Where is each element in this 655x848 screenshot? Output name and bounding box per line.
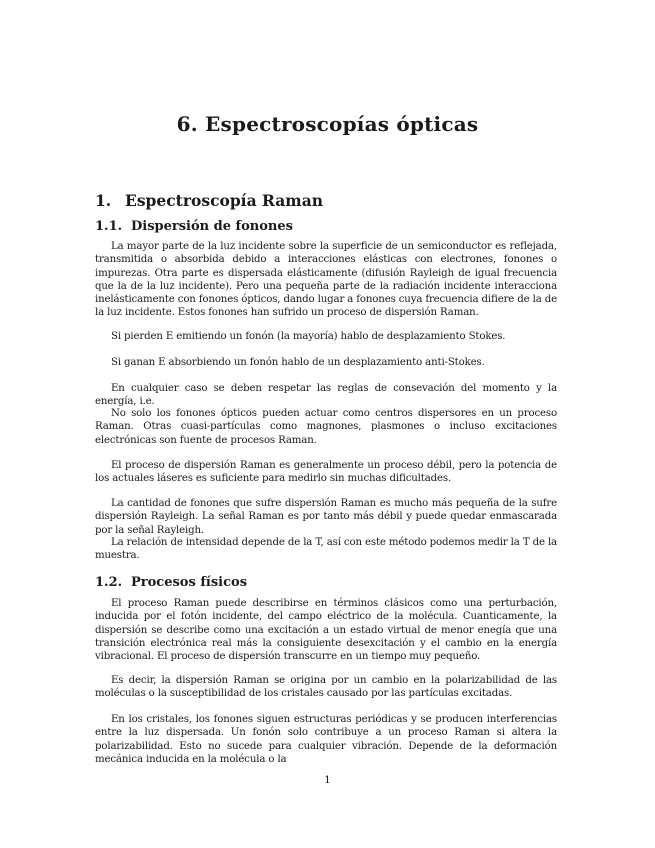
paragraph: Si ganan E absorbiendo un fonón hablo de un desplazamiento anti-Stokes. (111, 357, 485, 368)
subsection-heading-procesos (95, 575, 247, 590)
section-number: 1. (95, 191, 112, 210)
subsection-title: Dispersión de fonones (131, 219, 293, 234)
paragraph: La relación de intensidad depende de la T, así con este método podemos medir la T de la muestra. (95, 537, 557, 562)
paragraph: El proceso de dispersión Raman es generalmente un proceso débil, pero la potencia de los actuales láseres es suficiente para medirlo sin muchas dificultades. (95, 460, 557, 485)
paragraph: Si pierden E emitiendo un fonón (la mayoría) hablo de desplazamiento Stokes. (111, 331, 506, 342)
page-number: 1 (324, 774, 331, 786)
subsection-number: 1.1. (95, 219, 123, 234)
paragraph: En los cristales, los fonones siguen estructuras periódicas y se producen interferencias entre la luz dispersada. Un fonón solo contribuye a un proceso Raman si altera la polarizabilidad. Esto no sucede para cualquier vibración. Depende de la deformación mecánica inducida en la molécula o la (95, 714, 557, 765)
paragraph: La cantidad de fonones que sufre dispersión Raman es mucho más pequeña de la sufre dispersión Rayleigh. La señal Raman es por tanto más débil y puede quedar enmascarada por la señal Rayleigh. (95, 498, 557, 536)
paragraph: El proceso Raman puede describirse en términos clásicos como una perturbación, inducida por el fotón incidente, del campo eléctrico de la molécula. Cuanticamente, la dispersión se describe como una excitación a un estado virtual de menor enegía que una transición electrónica real más la consiguiente desexcitación y el cambio en la energía vibracional. El proceso de dispersión transcurre en un tiempo muy pequeño. (95, 598, 557, 663)
chapter-title: 6. Espectroscopías ópticas (176, 112, 479, 136)
subsection-heading-dispersion (95, 219, 293, 234)
paragraph: Es decir, la dispersión Raman se origina por un cambio en la polarizabilidad de las moléculas o la susceptibilidad de los cristales causado por las partículas excitadas. (95, 675, 557, 700)
subsection-number: 1.2. (95, 575, 123, 590)
section-title: Espectroscopía Raman (125, 191, 324, 210)
section-heading-raman (95, 191, 323, 210)
subsection-title: Procesos físicos (131, 575, 248, 590)
paragraph: No solo los fonones ópticos pueden actuar como centros dispersores en un proceso Raman. Otras cuasi-partículas como magnones, plasmones o incluso excitaciones electrónicas son fuente de procesos Raman. (95, 408, 557, 446)
paragraph: En cualquier caso se deben respetar las reglas de consevación del momento y la energía, i.e. (95, 383, 557, 408)
paragraph: La mayor parte de la luz incidente sobre la superficie de un semiconductor es reflejada, transmitida o absorbida debido a interacciones elásticas con electrones, fonones o impurezas. Otra parte es dispersada elásticamente (difusión Rayleigh de igual frecuencia que la de la luz incidente). Pero una pequeña parte de la radiación incidente interacciona inelásticamente con fonones ópticos, dando lugar a fonones cuya frecuencia difiere de la de la luz incidente. Estos fonones han sufrido un proceso de dispersión Raman. (95, 241, 557, 319)
